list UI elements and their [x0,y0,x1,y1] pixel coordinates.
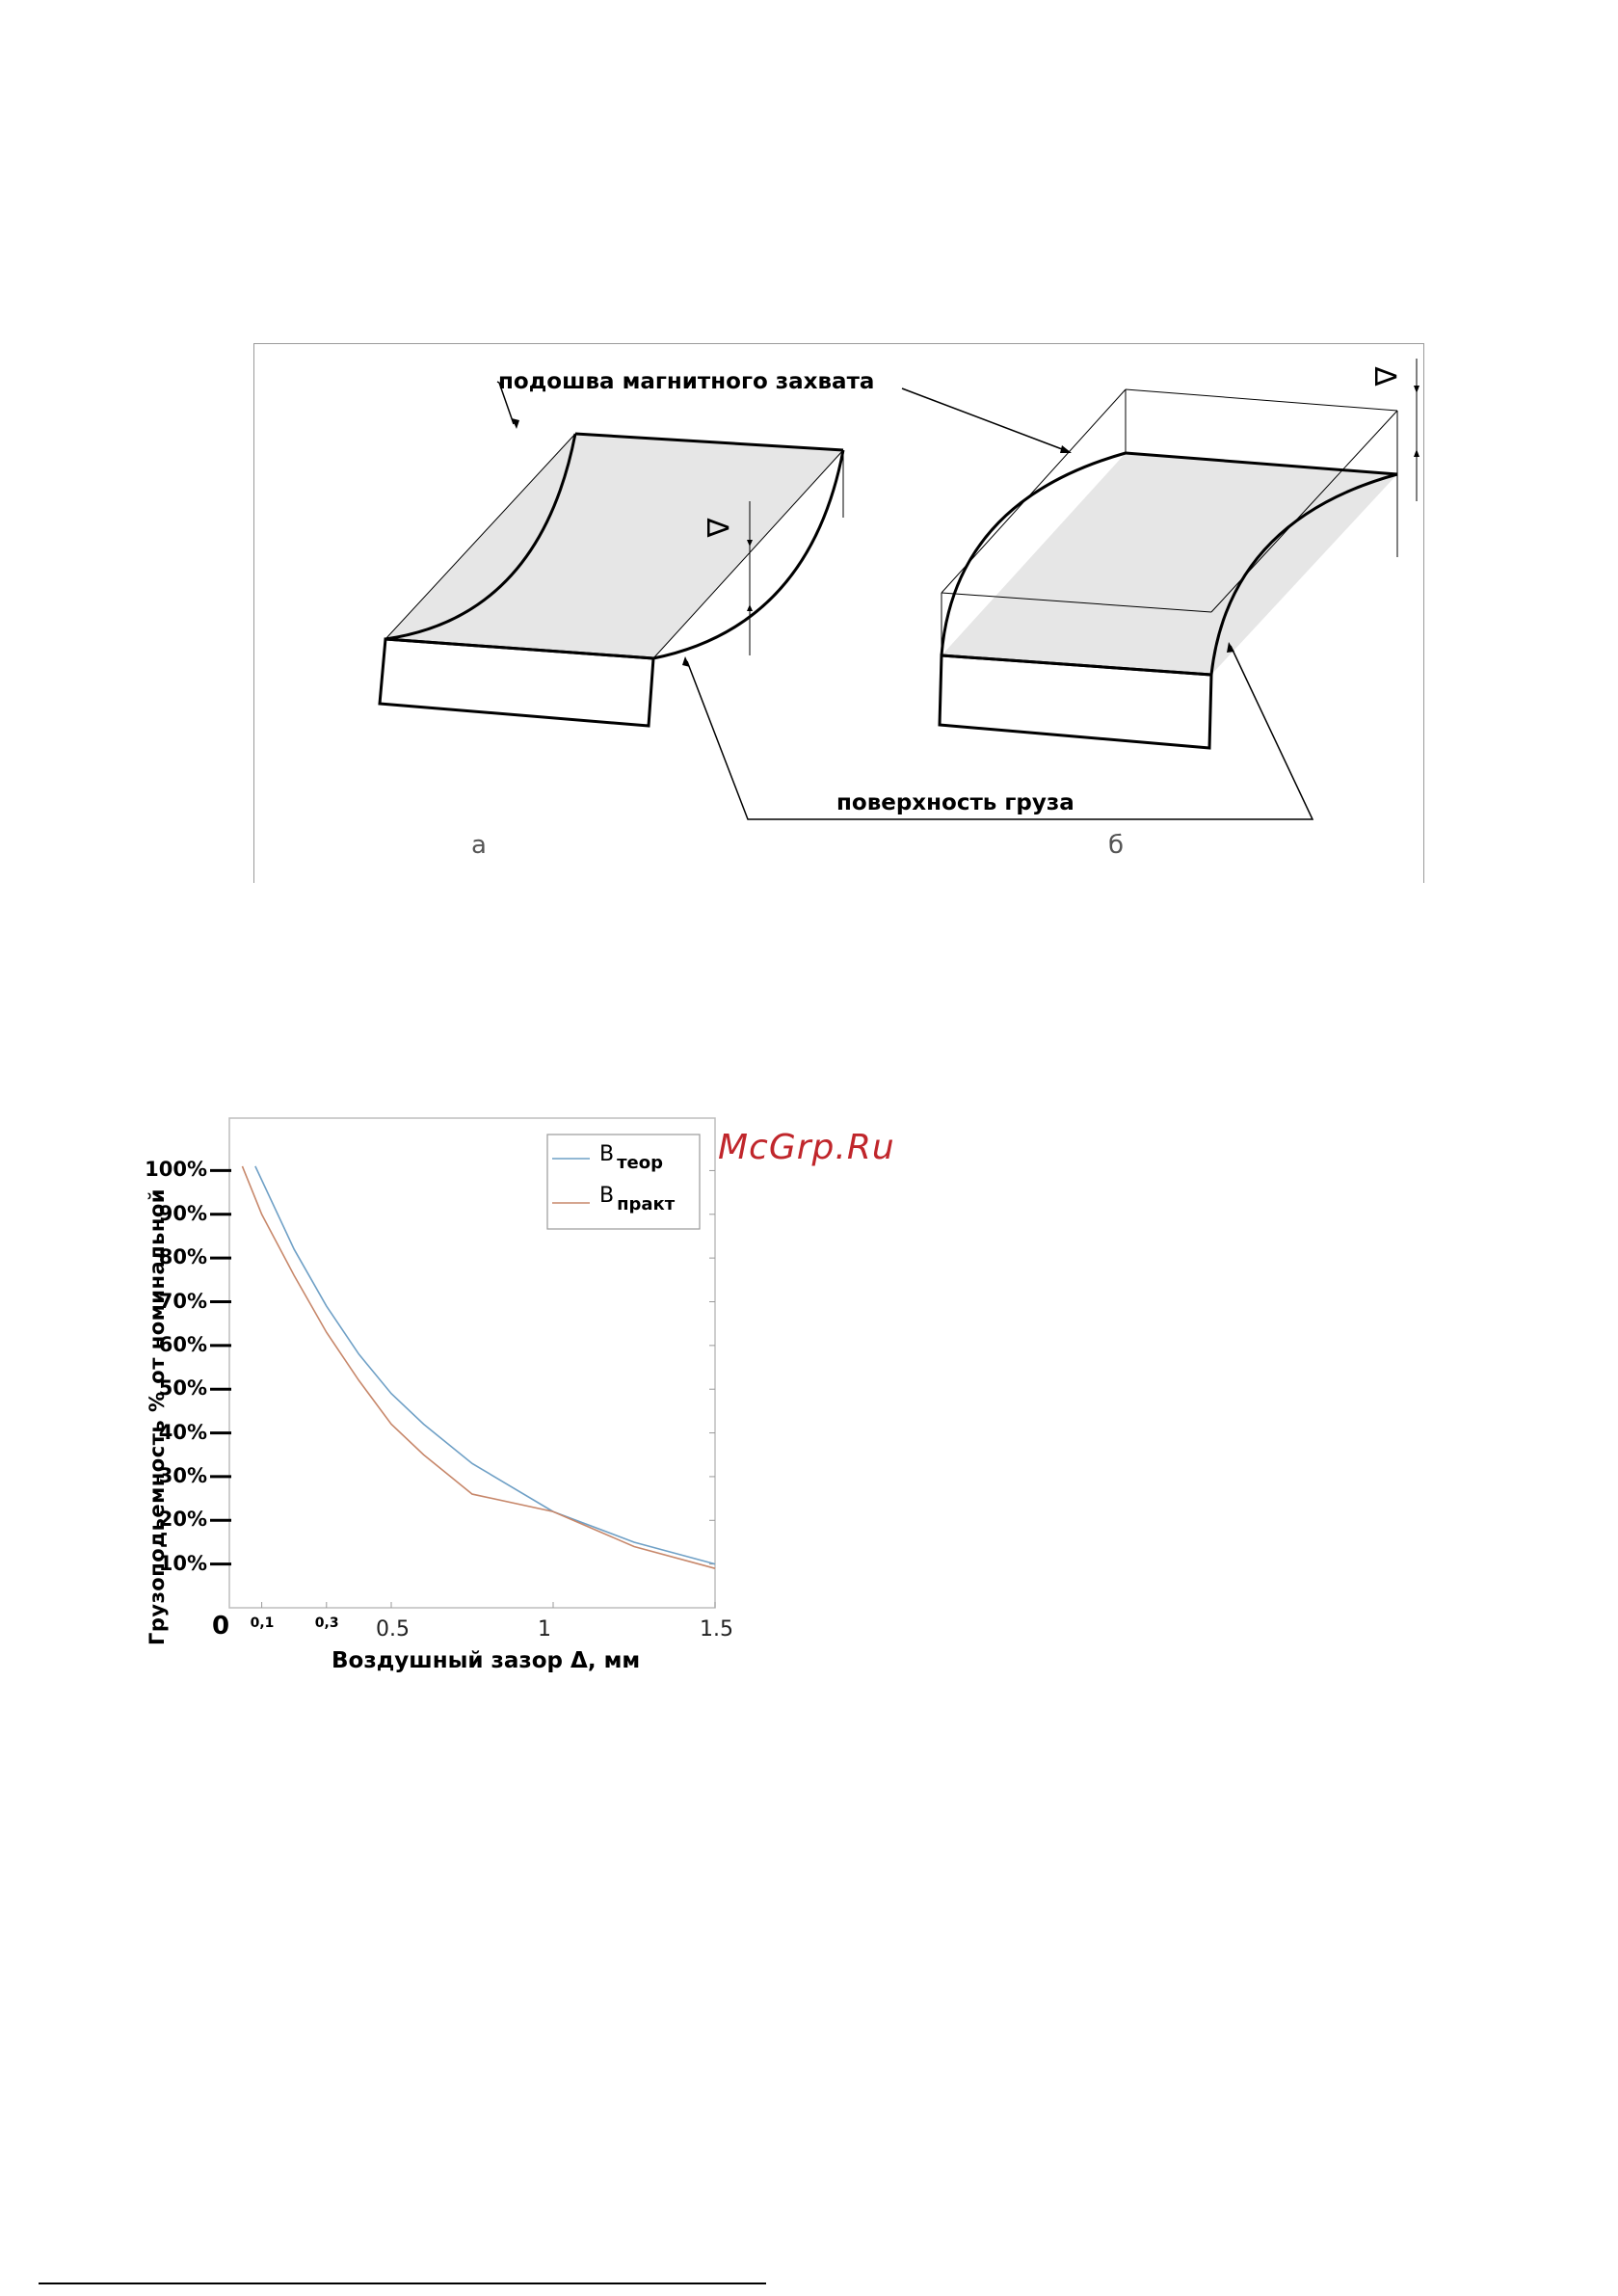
legend-name-teor: B [599,1142,615,1166]
x-tick-label: 0.5 [376,1617,410,1642]
sublabel-b: б [1108,831,1125,860]
block-b [940,359,1419,748]
x-tick-label: 1 [538,1617,551,1642]
y-tick-label: 90% [158,1201,207,1225]
label-surface: поверхность груза [836,790,1074,815]
x-axis-title: Воздушный зазор Δ, мм [332,1648,641,1673]
legend-label-prakt [599,1184,676,1215]
legend-sub-teor: теор [617,1153,663,1173]
y-tick-label: 50% [158,1376,207,1401]
delta-symbol-a: Δ [699,518,733,538]
y-tick-label: 30% [158,1463,207,1487]
y-tick-label: 60% [158,1332,207,1356]
label-sole: подошва магнитного захвата [498,369,875,394]
y-tick-label: 70% [158,1289,207,1313]
y-tick-label: 20% [158,1508,207,1532]
y-tick-label: 80% [158,1245,207,1269]
block-a [380,434,843,726]
legend-label-teor [599,1142,663,1173]
footer-rule [39,2283,766,2284]
y-tick-label: 40% [158,1420,207,1444]
x-tick-label: 0,3 [314,1615,339,1631]
origin-label: 0 [212,1612,230,1641]
legend-name-prakt: B [599,1184,615,1208]
x-tick-label: 1.5 [700,1617,733,1642]
sublabel-a: а [471,831,487,860]
y-axis-title: Грузоподьемность % от номинальной [146,1188,169,1646]
legend-sub-prakt: практ [617,1194,676,1215]
delta-symbol-b: Δ [1366,366,1401,387]
magnet-diagram [0,0,1618,925]
watermark: McGrp.Ru [718,1128,895,1167]
y-tick-label: 10% [158,1551,207,1575]
x-tick-label: 0,1 [250,1615,275,1631]
y-tick-label: 100% [145,1158,207,1182]
